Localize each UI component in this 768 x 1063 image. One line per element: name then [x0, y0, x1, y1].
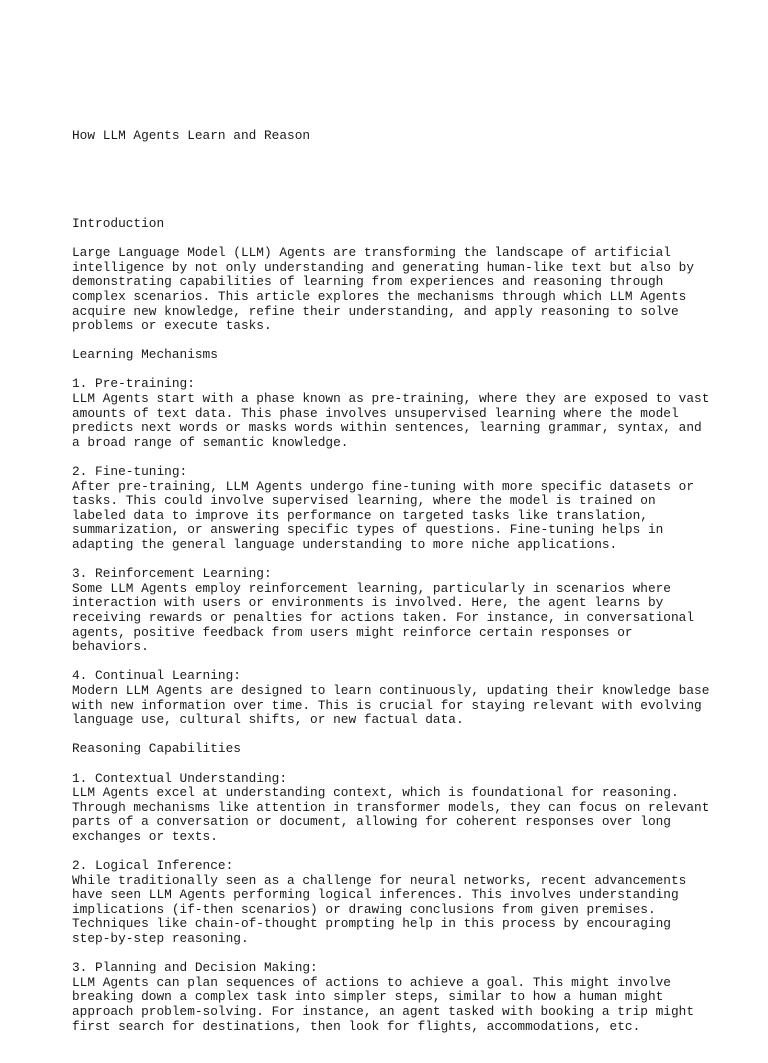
paragraph-line: Techniques like chain-of-thought prompting help in this process by encouraging	[72, 916, 671, 932]
paragraph-line: acquire new knowledge, refine their understanding, and apply reasoning to solve	[72, 303, 679, 319]
paragraph-reasoning-heading	[72, 742, 712, 757]
paragraph-line: intelligence by not only understanding and generating human-like text but also by	[72, 259, 695, 275]
paragraph-line: After pre-training, LLM Agents undergo fine-tuning with more specific datasets or	[72, 478, 695, 494]
paragraph-line: LLM Agents start with a phase known as pre-training, where they are exposed to vast	[72, 391, 710, 407]
paragraph-line: parts of a conversation or document, allowing for coherent responses over long	[72, 814, 671, 830]
paragraph-line: implications (if-then scenarios) or drawing conclusions from given premises.	[72, 901, 656, 917]
paragraph-line: adapting the general language understanding to more niche applications.	[72, 537, 618, 552]
paragraph-line: While traditionally seen as a challenge for neural networks, recent advancements	[72, 872, 687, 888]
document-title: How LLM Agents Learn and Reason	[72, 128, 311, 144]
paragraph-finetuning	[72, 465, 712, 553]
paragraph-line: receiving rewards or penalties for actions taken. For instance, in conversational	[72, 609, 695, 625]
paragraph-line: tasks. This could involve supervised learning, where the model is trained on	[72, 493, 656, 509]
paragraph-line: predicts next words or masks words within sentences, learning grammar, syntax, and	[72, 420, 702, 436]
paragraph-line: breaking down a complex task into simpler steps, similar to how a human might	[72, 989, 664, 1005]
paragraph-line: with new information over time. This is crucial for staying relevant with evolving	[72, 697, 702, 713]
paragraph-line: behaviors.	[72, 639, 149, 655]
paragraph-line: Introduction	[72, 215, 165, 231]
paragraph-line: summarization, or answering specific types of questions. Fine-tuning helps in	[72, 522, 664, 538]
paragraph-line: complex scenarios. This article explores the mechanisms through which LLM Agents	[72, 288, 687, 304]
document-title-block	[72, 100, 712, 173]
paragraph-line: language use, cultural shifts, or new factual data.	[72, 712, 464, 728]
paragraph-line: step-by-step reasoning.	[72, 931, 249, 947]
paragraph-line: approach problem-solving. For instance, an agent tasked with booking a trip might	[72, 1004, 695, 1019]
paragraph-contextual	[72, 772, 712, 845]
paragraph-line: problems or execute tasks.	[72, 318, 272, 334]
paragraph-heading-line: 2. Fine-tuning:	[72, 464, 188, 480]
paragraph-reinforcement	[72, 567, 712, 655]
paragraph-line: LLM Agents can plan sequences of actions to achieve a goal. This might involve	[72, 974, 671, 990]
paragraph-heading-line: 3. Planning and Decision Making:	[72, 960, 318, 976]
paragraph-line: exchanges or texts.	[72, 828, 218, 844]
paragraph-line: demonstrating capabilities of learning from experiences and reasoning through	[72, 274, 664, 290]
paragraph-logical	[72, 859, 712, 947]
paragraph-line: labeled data to improve its performance on targeted tasks like translation,	[72, 507, 648, 523]
paragraph-line: Some LLM Agents employ reinforcement learning, particularly in scenarios where	[72, 580, 671, 596]
paragraph-heading-line: Large Language Model (LLM) Agents are transforming the landscape of artificial	[72, 245, 671, 261]
paragraph-planning	[72, 961, 712, 1034]
paragraph-intro-heading	[72, 217, 712, 232]
paragraph-line: first search for destinations, then look for flights, accommodations, etc.	[72, 1018, 641, 1034]
paragraph-heading-line: 1. Contextual Understanding:	[72, 770, 288, 786]
paragraph-line: Through mechanisms like attention in transformer models, they can focus on relevant	[72, 799, 710, 815]
document-page	[72, 71, 712, 1063]
paragraph-heading-line: 3. Reinforcement Learning:	[72, 566, 272, 582]
paragraph-line: amounts of text data. This phase involves unsupervised learning where the model	[72, 405, 679, 421]
paragraph-line: a broad range of semantic knowledge.	[72, 434, 349, 450]
paragraph-heading-line: 4. Continual Learning:	[72, 668, 241, 684]
paragraph-line: LLM Agents excel at understanding context, which is foundational for reasoning.	[72, 785, 679, 801]
document-body	[72, 217, 712, 1034]
paragraph-heading-line: 2. Logical Inference:	[72, 858, 234, 874]
paragraph-learning-heading	[72, 348, 712, 363]
paragraph-pretraining	[72, 377, 712, 450]
paragraph-line: have seen LLM Agents performing logical inferences. This involves understanding	[72, 887, 679, 903]
paragraph-line: Reasoning Capabilities	[72, 741, 241, 757]
paragraph-line: agents, positive feedback from users might reinforce certain responses or	[72, 624, 633, 640]
paragraph-heading-line: 1. Pre-training:	[72, 376, 195, 392]
paragraph-line: Modern LLM Agents are designed to learn continuously, updating their knowledge base	[72, 682, 710, 698]
paragraph-continual	[72, 669, 712, 727]
paragraph-line: Learning Mechanisms	[72, 347, 218, 363]
paragraph-line: interaction with users or environments is involved. Here, the agent learns by	[72, 595, 664, 611]
paragraph-intro-body	[72, 246, 712, 334]
